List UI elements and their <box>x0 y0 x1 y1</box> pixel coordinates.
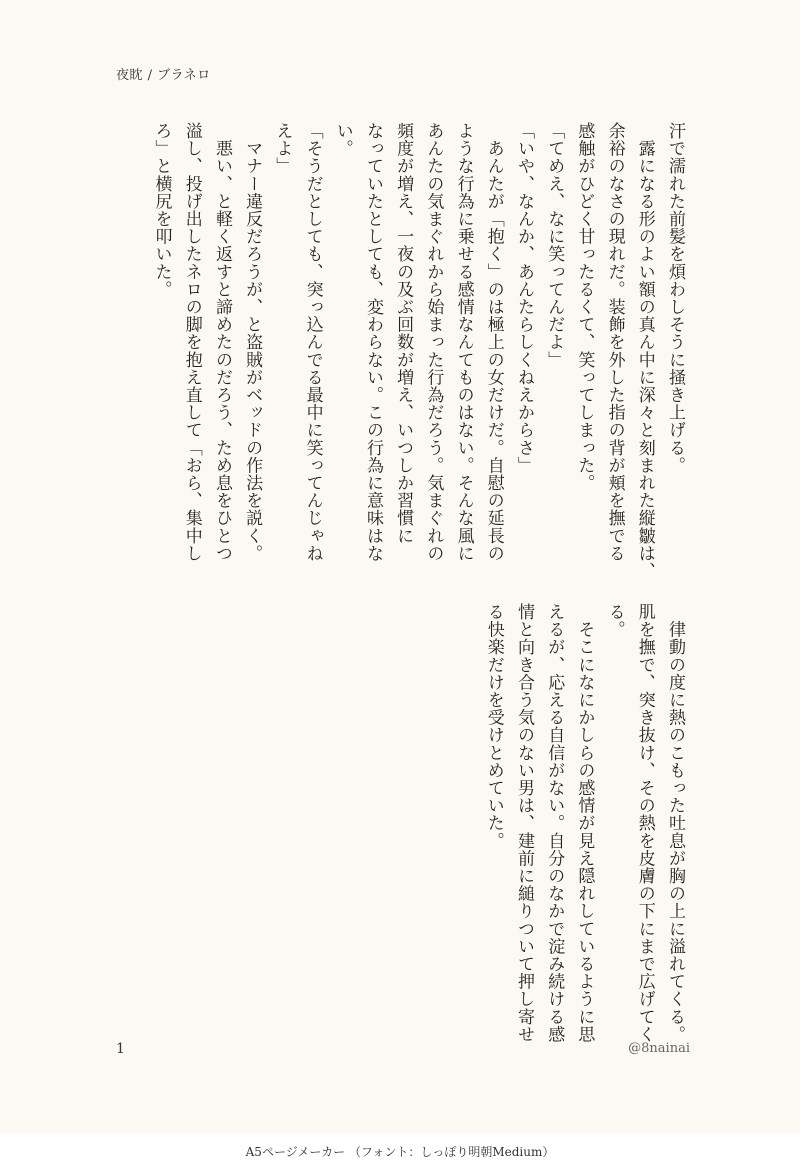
page-number: 1 <box>116 1041 125 1057</box>
text-line: 悪い、と軽く返すと諦めたのだろう、ため息をひとつ <box>211 122 232 562</box>
text-line: 肌を撫で、突き抜け、その熱を皮膚の下にまで広げてく <box>634 603 655 1043</box>
text-block-lower <box>479 603 690 1043</box>
generator-footer <box>0 1133 800 1171</box>
text-line: ろ」と横尻を叩いた。 <box>151 122 172 298</box>
text-line: あんたの気まぐれから始まった行為だろう。気まぐれの <box>423 122 444 562</box>
text-line: 「てめえ、なに笑ってんだよ」 <box>544 122 565 369</box>
text-line: なっていたとしても、変わらない。この行為に意味はな <box>362 122 383 562</box>
text-line: る。 <box>604 603 625 639</box>
text-line: マナー違反だろうが、と盗賊がベッドの作法を説く。 <box>242 122 263 562</box>
text-line: えよ」 <box>272 122 293 175</box>
text-line: ような行為に乗せる感情なんてものはない。そんな風に <box>453 122 474 562</box>
generator-label: A5ページメーカー （フォント：しっぽり明朝Medium） <box>245 1145 555 1159</box>
text-line: 律動の度に熱のこもった吐息が胸の上に溢れてくる。 <box>665 603 685 1043</box>
text-line: る快楽だけを受けとめていた。 <box>483 603 504 850</box>
text-line: そこになにかしらの感情が見え隠れしているように思 <box>574 603 595 1043</box>
text-line: えるが、応える自信がない。自分のなかで淀み続ける感 <box>544 603 565 1043</box>
text-line: 汗で濡れた前髪を煩わしそうに掻き上げる。 <box>665 122 685 474</box>
text-line: 感触がひどく甘ったるくて、笑ってしまった。 <box>574 122 595 492</box>
text-line: 「いや、なんか、あんたらしくねえからさ」 <box>513 122 534 474</box>
author-credit: @8nainai <box>628 1041 690 1056</box>
text-line: 情と向き合う気のない男は、建前に縋りついて押し寄せ <box>513 603 534 1043</box>
text-line: 頻度が増え、一夜の及ぶ回数が増え、いつしか習慣に <box>393 122 414 545</box>
text-line: い。 <box>332 122 353 158</box>
text-line: 余裕のなさの現れだ。装飾を外した指の背が頬を撫でる <box>604 122 625 562</box>
text-line: 「そうだとしても、突っ込んでる最中に笑ってんじゃね <box>302 122 323 562</box>
text-line: 露になる形のよい額の真ん中に深々と刻まれた縦皺は、 <box>634 122 655 580</box>
text-line: あんたが「抱く」のは極上の女だけだ。自慰の延長の <box>483 122 504 562</box>
running-header-title: 夜眈 / ブラネロ <box>116 68 211 83</box>
text-line: 溢し、投げ出したネロの脚を抱え直して「おら、集中し <box>181 122 202 562</box>
text-block-upper <box>146 122 690 592</box>
